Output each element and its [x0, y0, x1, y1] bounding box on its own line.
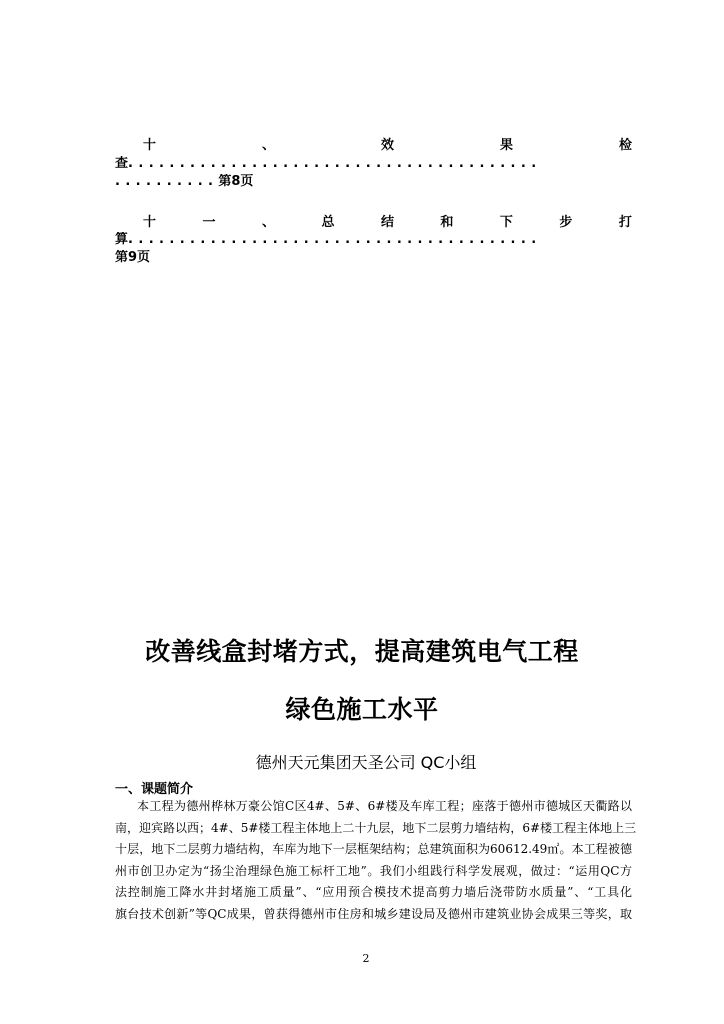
- body-line: 州市创卫办定为“扬尘治理绿色施工标杆工地”。我们小组践行科学发展观，做过：“运用QC方: [115, 863, 632, 878]
- toc-title-tail: 算: [115, 232, 129, 247]
- body-line: 法控制施工降水井封堵施工质量”、“应用预合模技术提高剪力墙后浇带防水质量”、“工具化: [115, 885, 632, 899]
- toc-page-number: 第8页: [218, 174, 254, 189]
- toc-page-number: 第9页: [115, 250, 151, 265]
- document-title-line-1: 改善线盒封堵方式，提高建筑电气工程: [145, 637, 579, 666]
- toc-entry-2-title: [115, 211, 632, 230]
- toc-char: 打: [618, 215, 632, 230]
- toc-char: 果: [499, 138, 513, 153]
- toc-entry-1-leader: [115, 156, 640, 172]
- toc-entry-1-page-line: [115, 174, 640, 190]
- body-line: 十层，地下二层剪力墙结构，车库为地下一层框架结构；总建筑面积为60612.49㎡。本工程被德: [115, 842, 632, 856]
- body-line: 旗台技术创新”等QC成果，曾获得德州市住房和城乡建设局及德州市建筑业协会成果三等奖，取: [115, 906, 632, 921]
- toc-char: 总: [321, 215, 335, 230]
- body-paragraph: [115, 796, 637, 925]
- toc-char: 检: [618, 138, 632, 153]
- toc-char: 十: [143, 215, 157, 230]
- toc-dots: ........................................: [128, 156, 542, 171]
- section-heading: 一、课题简介: [115, 782, 194, 797]
- toc-char: 、: [261, 138, 275, 153]
- toc-title-tail: 查: [115, 156, 129, 171]
- toc-dots: ........................................: [128, 232, 542, 247]
- toc-entry-1-title: [115, 134, 632, 153]
- document-title-line-2: 绿色施工水平: [285, 695, 439, 724]
- toc-char: 步: [559, 215, 573, 230]
- toc-char: 一: [202, 215, 216, 230]
- toc-dots: ..........: [115, 174, 219, 189]
- toc-char: 、: [261, 215, 275, 230]
- toc-entry-2-leader: [115, 232, 640, 248]
- toc-char: 效: [380, 138, 394, 153]
- toc-char: 下: [499, 215, 513, 230]
- toc-char: 和: [440, 215, 454, 230]
- body-line: 南，迎宾路以西；4#、5#楼工程主体地上二十九层，地下二层剪力墙结构，6#楼工程主体地上三: [115, 820, 637, 835]
- toc-char: 结: [380, 215, 394, 230]
- body-line: 本工程为德州桦林万豪公馆C区4#、5#、6#楼及车库工程；座落于德州市德城区天衢路以: [137, 799, 632, 813]
- page-number: 2: [362, 952, 370, 965]
- toc-char: 十: [143, 138, 157, 153]
- document-subtitle: 德州天元集团天圣公司 QC小组: [255, 753, 477, 772]
- toc-entry-2-page-line: [115, 250, 640, 266]
